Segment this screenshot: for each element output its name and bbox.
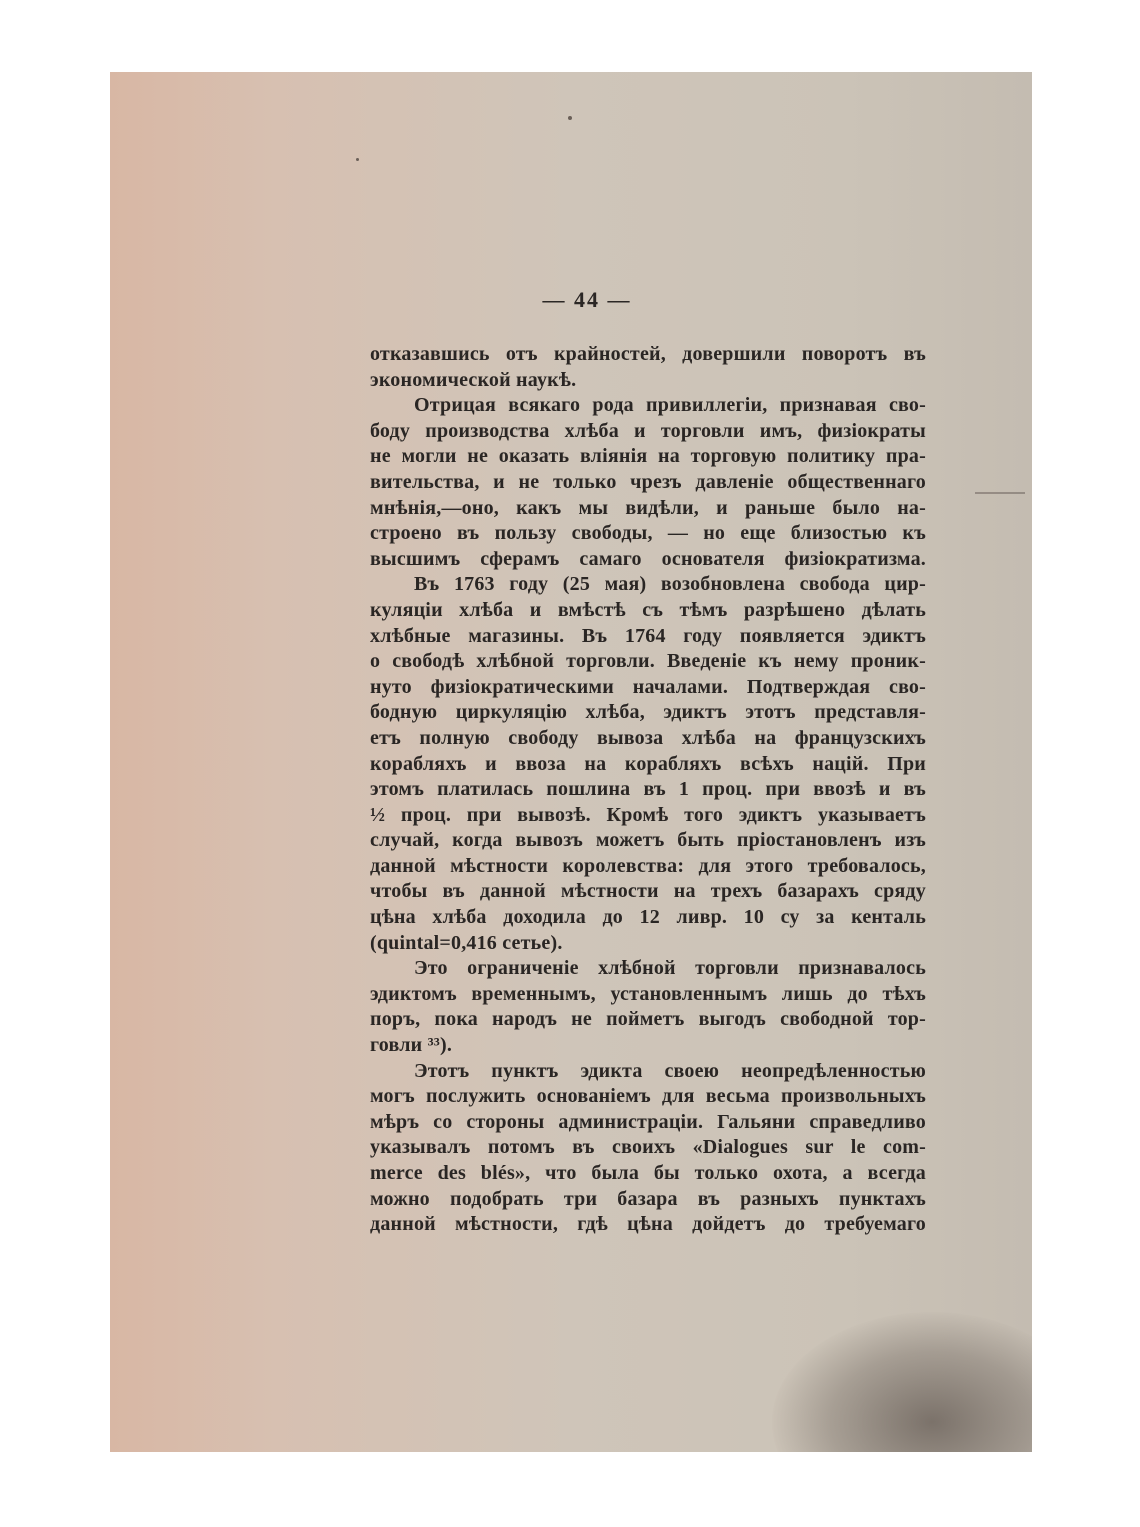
text-line: цѣна хлѣба доходила до 12 ливр. 10 су за кенталь	[370, 906, 926, 929]
text-line: высшимъ сферамъ самаго основателя физіократизма.	[370, 547, 926, 570]
text-line: экономической наукѣ.	[370, 368, 577, 391]
text-line: могъ послужить основаніемъ для весьма произвольныхъ	[370, 1085, 926, 1108]
margin-mark	[975, 492, 1025, 494]
text-line: данной мѣстности королевства: для этого требовалось,	[370, 854, 926, 877]
text-line: вительства, и не только чрезъ давленіе общественнаго	[370, 470, 926, 493]
text-line: мнѣнія,—оно, какъ мы видѣли, и раньше было на-	[370, 496, 926, 519]
text-line: не могли не оказать вліянія на торговую политику пра-	[370, 445, 926, 468]
text-line: говли ³³).	[370, 1034, 453, 1057]
text-line: поръ, пока народъ не пойметъ выгодъ свободной тор-	[370, 1008, 926, 1031]
text-line: указывалъ потомъ въ своихъ «Dialogues sur le com-	[370, 1136, 926, 1159]
page-number: — 44 —	[542, 287, 632, 312]
text-line: бодную циркуляцію хлѣба, эдиктъ этотъ представля-	[370, 701, 926, 724]
text-line: чтобы въ данной мѣстности на трехъ базарахъ сряду	[370, 880, 926, 903]
body-text	[370, 342, 926, 1238]
text-line: нуто физіократическими началами. Подтверждая сво-	[370, 675, 926, 698]
text-line: мѣръ со стороны администраціи. Гальяни справедливо	[370, 1110, 926, 1133]
text-line: отказавшись отъ крайностей, довершили поворотъ въ	[370, 343, 926, 365]
text-line: Отрицая всякаго рода привиллегіи, признавая сво-	[414, 394, 926, 417]
paper-speck	[568, 116, 572, 120]
text-line: случай, когда вывозъ можетъ быть пріостановленъ изъ	[370, 829, 926, 852]
text-line: можно подобрать три базара въ разныхъ пунктахъ	[370, 1187, 926, 1210]
text-line: боду производства хлѣба и торговли имъ, физіократы	[370, 419, 926, 442]
text-line: Въ 1763 году (25 мая) возобновлена свобода цир-	[414, 573, 926, 596]
text-line: ½ проц. при вывозѣ. Кромѣ того эдиктъ указываетъ	[370, 803, 926, 826]
text-line: етъ полную свободу вывоза хлѣба на французскихъ	[370, 726, 926, 749]
text-line: куляціи хлѣба и вмѣстѣ съ тѣмъ разрѣшено дѣлать	[370, 598, 926, 621]
text-line: этомъ платилась пошлина въ 1 проц. при ввозѣ и въ	[370, 778, 926, 801]
text-line: хлѣбные магазины. Въ 1764 году появляется эдиктъ	[370, 624, 926, 647]
paper-speck	[356, 158, 359, 161]
text-line: эдиктомъ временнымъ, установленнымъ лишь до тѣхъ	[370, 982, 926, 1005]
text-line: Этотъ пунктъ эдикта своею неопредѣленностью	[414, 1059, 926, 1082]
text-line: Это ограниченіе хлѣбной торговли признавалось	[414, 957, 926, 980]
text-line: данной мѣстности, гдѣ цѣна дойдетъ до требуемаго	[370, 1213, 926, 1236]
text-line: о свободѣ хлѣбной торговли. Введеніе къ нему проник-	[370, 650, 926, 673]
text-line: строено въ пользу свободы, — но еще близостью къ	[370, 522, 926, 545]
text-line: merce des blés», что была бы только охота, а всегда	[370, 1162, 926, 1184]
text-line: корабляхъ и ввоза на корабляхъ всѣхъ націй. При	[370, 752, 926, 775]
text-line: (quintal=0,416 сетье).	[370, 931, 563, 954]
